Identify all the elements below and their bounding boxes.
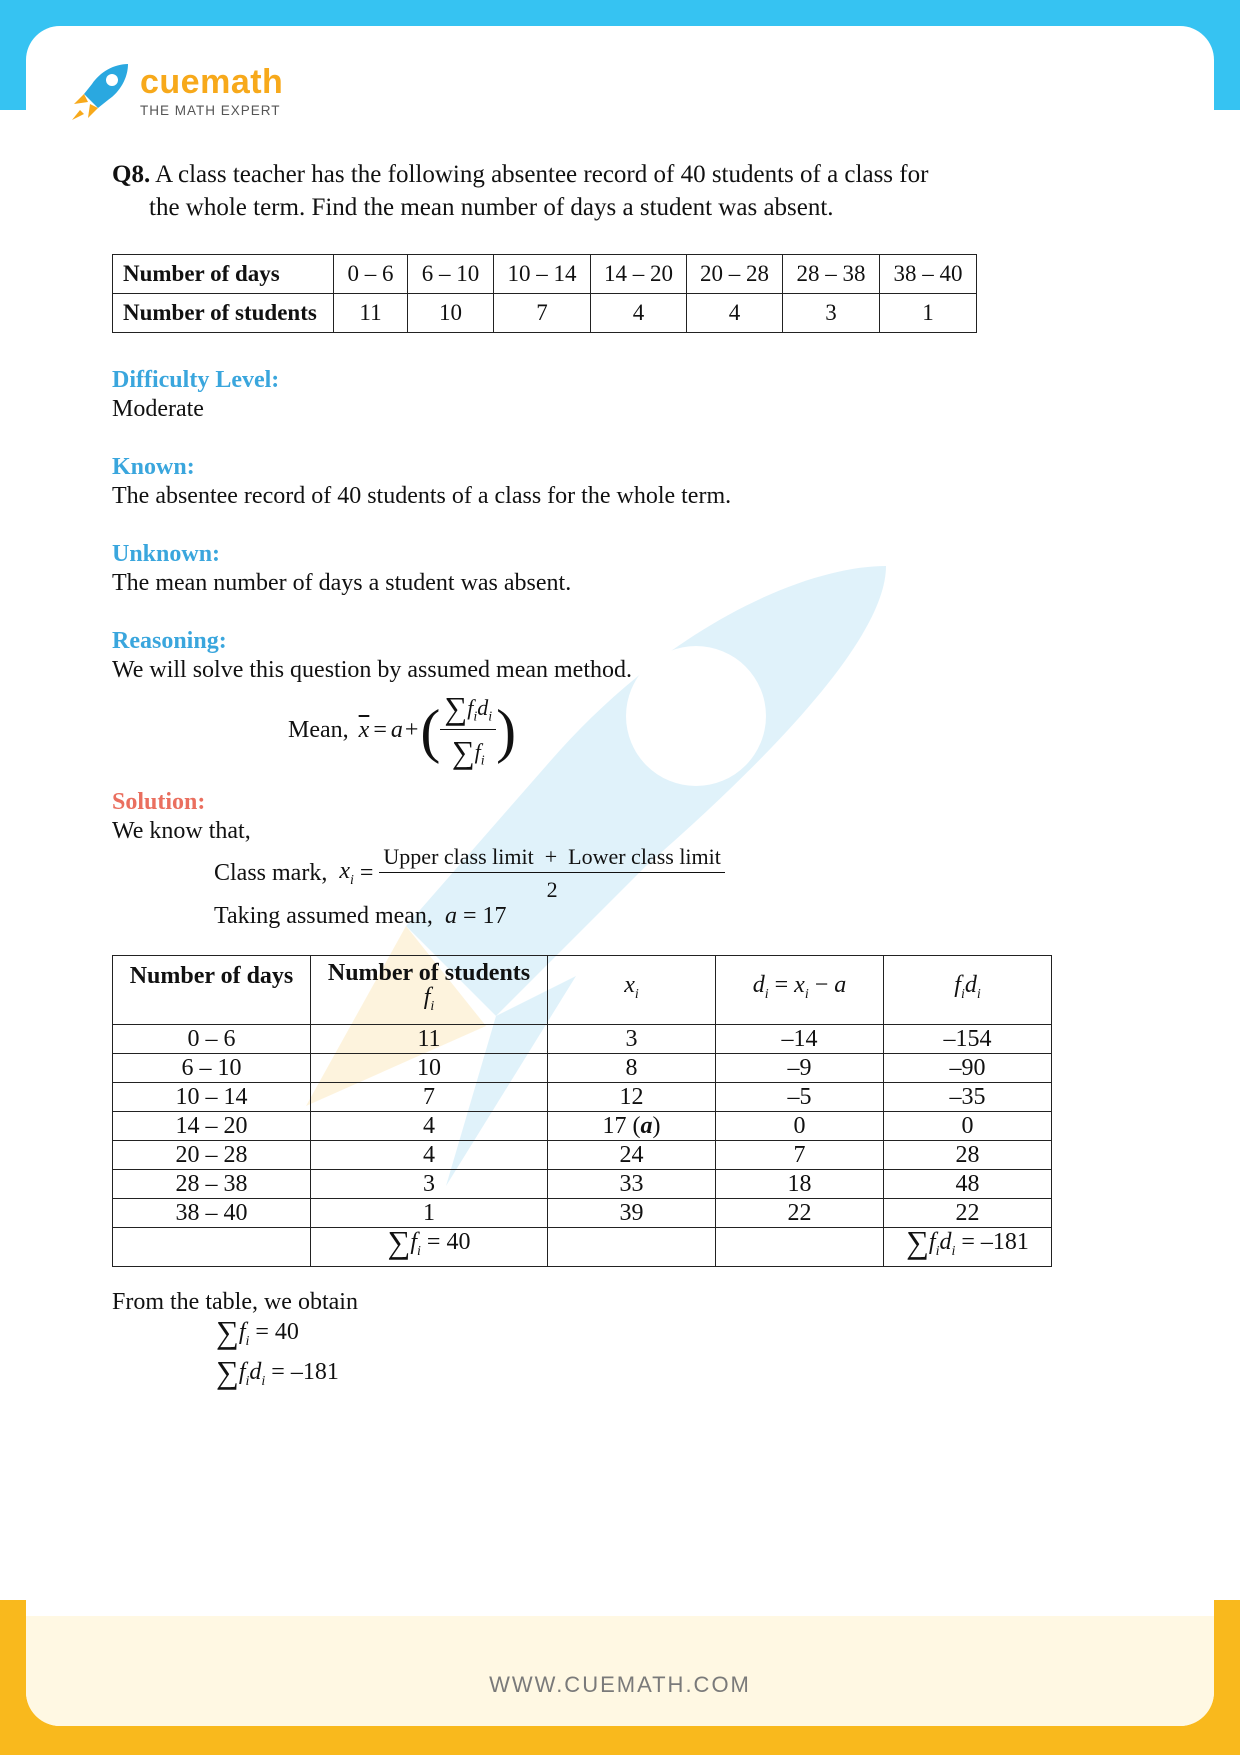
- table-row: [113, 1025, 1052, 1054]
- table-row: [113, 1170, 1052, 1199]
- mean-formula: Mean, $\overline{x}$ = a + ( $\frac{\sum f_id_i}{\sum f_i}$ ): [288, 690, 517, 770]
- days-row-header: Number of days: [113, 255, 334, 294]
- question-text: [112, 158, 1112, 224]
- d-cell: 0: [716, 1112, 884, 1141]
- d-cell: 7: [716, 1141, 884, 1170]
- days-cell: 14 – 20: [591, 255, 687, 294]
- table-row: [113, 1083, 1052, 1112]
- x-cell: 39: [548, 1199, 716, 1228]
- known-heading: Known:: [112, 454, 195, 480]
- students-cell: 4: [591, 294, 687, 333]
- x-value: 17: [602, 1113, 627, 1139]
- conclusion-sum-f-value: 40: [274, 1319, 299, 1345]
- fd-cell: 22: [884, 1199, 1052, 1228]
- days-cell: 10 – 14: [494, 255, 591, 294]
- class-mark-denominator: 2: [546, 877, 558, 902]
- table-row: [113, 1112, 1052, 1141]
- x-cell: 3: [548, 1025, 716, 1054]
- sum-empty-cell: [548, 1228, 716, 1267]
- reasoning-heading: Reasoning:: [112, 628, 227, 654]
- d-cell: –14: [716, 1025, 884, 1054]
- fd-column-header: $f_id_i$: [884, 956, 1052, 1025]
- sum-fd-value: –181: [980, 1229, 1029, 1256]
- fd-cell: –90: [884, 1054, 1052, 1083]
- x-cell: 24: [548, 1141, 716, 1170]
- we-know-text: We know that,: [112, 818, 251, 844]
- sum-empty-cell: [113, 1228, 311, 1267]
- assumed-mean-line: Taking assumed mean, a = 17: [214, 903, 507, 929]
- x-cell: 8: [548, 1054, 716, 1083]
- f-cell: 3: [311, 1170, 548, 1199]
- fd-cell: 48: [884, 1170, 1052, 1199]
- d-cell: –5: [716, 1083, 884, 1112]
- difficulty-heading: Difficulty Level:: [112, 367, 280, 393]
- given-data-table: [112, 254, 977, 333]
- days-cell: 14 – 20: [113, 1112, 311, 1141]
- cuemath-logo[interactable]: [70, 60, 283, 122]
- fd-cell: –35: [884, 1083, 1052, 1112]
- days-column-header: Number of days: [113, 956, 311, 1025]
- students-row: [113, 294, 977, 333]
- x-cell: 33: [548, 1170, 716, 1199]
- days-cell: 38 – 40: [880, 255, 977, 294]
- f-cell: 11: [311, 1025, 548, 1054]
- sum-f-cell: $\sum f_i = 40$: [311, 1228, 548, 1267]
- d-cell: 22: [716, 1199, 884, 1228]
- students-cell: 11: [334, 294, 408, 333]
- table-row: [113, 1054, 1052, 1083]
- days-cell: 20 – 28: [687, 255, 783, 294]
- class-mark-label: Class mark,: [214, 860, 328, 886]
- table-row: [113, 1141, 1052, 1170]
- f-cell: 7: [311, 1083, 548, 1112]
- mean-label: Mean,: [288, 717, 349, 743]
- question-line-2: the whole term. Find the mean number of days a student was absent.: [149, 194, 834, 221]
- days-cell: 28 – 38: [783, 255, 880, 294]
- x-cell: 17 (a): [548, 1112, 716, 1141]
- days-row: [113, 255, 977, 294]
- students-cell: 7: [494, 294, 591, 333]
- fd-cell: 28: [884, 1141, 1052, 1170]
- conclusion-sum-fd: $\sum f_id_i = -181$: [216, 1354, 339, 1390]
- sum-empty-cell: [716, 1228, 884, 1267]
- solution-table: [112, 955, 1052, 1267]
- solution-table-header: [113, 956, 1052, 1025]
- sum-fd-cell: $\sum f_id_i = -181$: [884, 1228, 1052, 1267]
- x-cell: 12: [548, 1083, 716, 1112]
- students-column-title: Number of students: [327, 960, 531, 987]
- class-mark-formula: Class mark, $x_i$ = $\frac{\text{Upper class limit + Lower class limit}}{2}$: [214, 844, 725, 903]
- question-number: Q8.: [112, 161, 151, 188]
- footer-band: [26, 1616, 1214, 1726]
- brand-name: cuemath: [140, 62, 284, 101]
- difficulty-value: Moderate: [112, 396, 204, 422]
- conclusion-sum-f: $\sum f_i = 40$: [216, 1314, 299, 1350]
- fd-cell: –154: [884, 1025, 1052, 1054]
- d-column-header: $d_i = x_i - a$: [716, 956, 884, 1025]
- question-line-1: A class teacher has the following absentee record of 40 students of a class for: [155, 161, 929, 188]
- days-cell: 6 – 10: [408, 255, 494, 294]
- x-column-header: $x_i$: [548, 956, 716, 1025]
- students-row-header: Number of students: [113, 294, 334, 333]
- conclusion-sum-fd-value: –181: [290, 1359, 339, 1385]
- class-mark-numerator: Upper class limit + Lower class limit: [379, 844, 724, 873]
- days-cell: 0 – 6: [334, 255, 408, 294]
- days-cell: 28 – 38: [113, 1170, 311, 1199]
- f-cell: 4: [311, 1112, 548, 1141]
- days-cell: 0 – 6: [113, 1025, 311, 1054]
- days-cell: 38 – 40: [113, 1199, 311, 1228]
- students-cell: 3: [783, 294, 880, 333]
- unknown-heading: Unknown:: [112, 541, 221, 567]
- fd-cell: 0: [884, 1112, 1052, 1141]
- f-cell: 4: [311, 1141, 548, 1170]
- days-cell: 20 – 28: [113, 1141, 311, 1170]
- f-cell: 10: [311, 1054, 548, 1083]
- days-cell: 10 – 14: [113, 1083, 311, 1112]
- reasoning-value: We will solve this question by assumed mean method.: [112, 657, 632, 683]
- brand-tagline: THE MATH EXPERT: [140, 102, 281, 118]
- assumed-mean-value: 17: [482, 903, 507, 929]
- sum-row: [113, 1228, 1052, 1267]
- students-cell: 1: [880, 294, 977, 333]
- sum-f-value: 40: [446, 1229, 471, 1256]
- assumed-mean-label: Taking assumed mean,: [214, 903, 433, 929]
- students-cell: 4: [687, 294, 783, 333]
- known-value: The absentee record of 40 students of a class for the whole term.: [112, 483, 732, 509]
- d-cell: 18: [716, 1170, 884, 1199]
- page-card: [26, 26, 1214, 1726]
- students-cell: 10: [408, 294, 494, 333]
- f-cell: 1: [311, 1199, 548, 1228]
- days-cell: 6 – 10: [113, 1054, 311, 1083]
- d-cell: –9: [716, 1054, 884, 1083]
- footer-url-link[interactable]: WWW.CUEMATH.COM: [489, 1672, 751, 1697]
- rocket-logo-icon: [70, 60, 132, 122]
- conclusion-intro: From the table, we obtain: [112, 1289, 358, 1315]
- solution-heading: Solution:: [112, 789, 206, 815]
- students-column-header: Number of students $f_i$: [311, 956, 548, 1025]
- unknown-value: The mean number of days a student was absent.: [112, 570, 572, 596]
